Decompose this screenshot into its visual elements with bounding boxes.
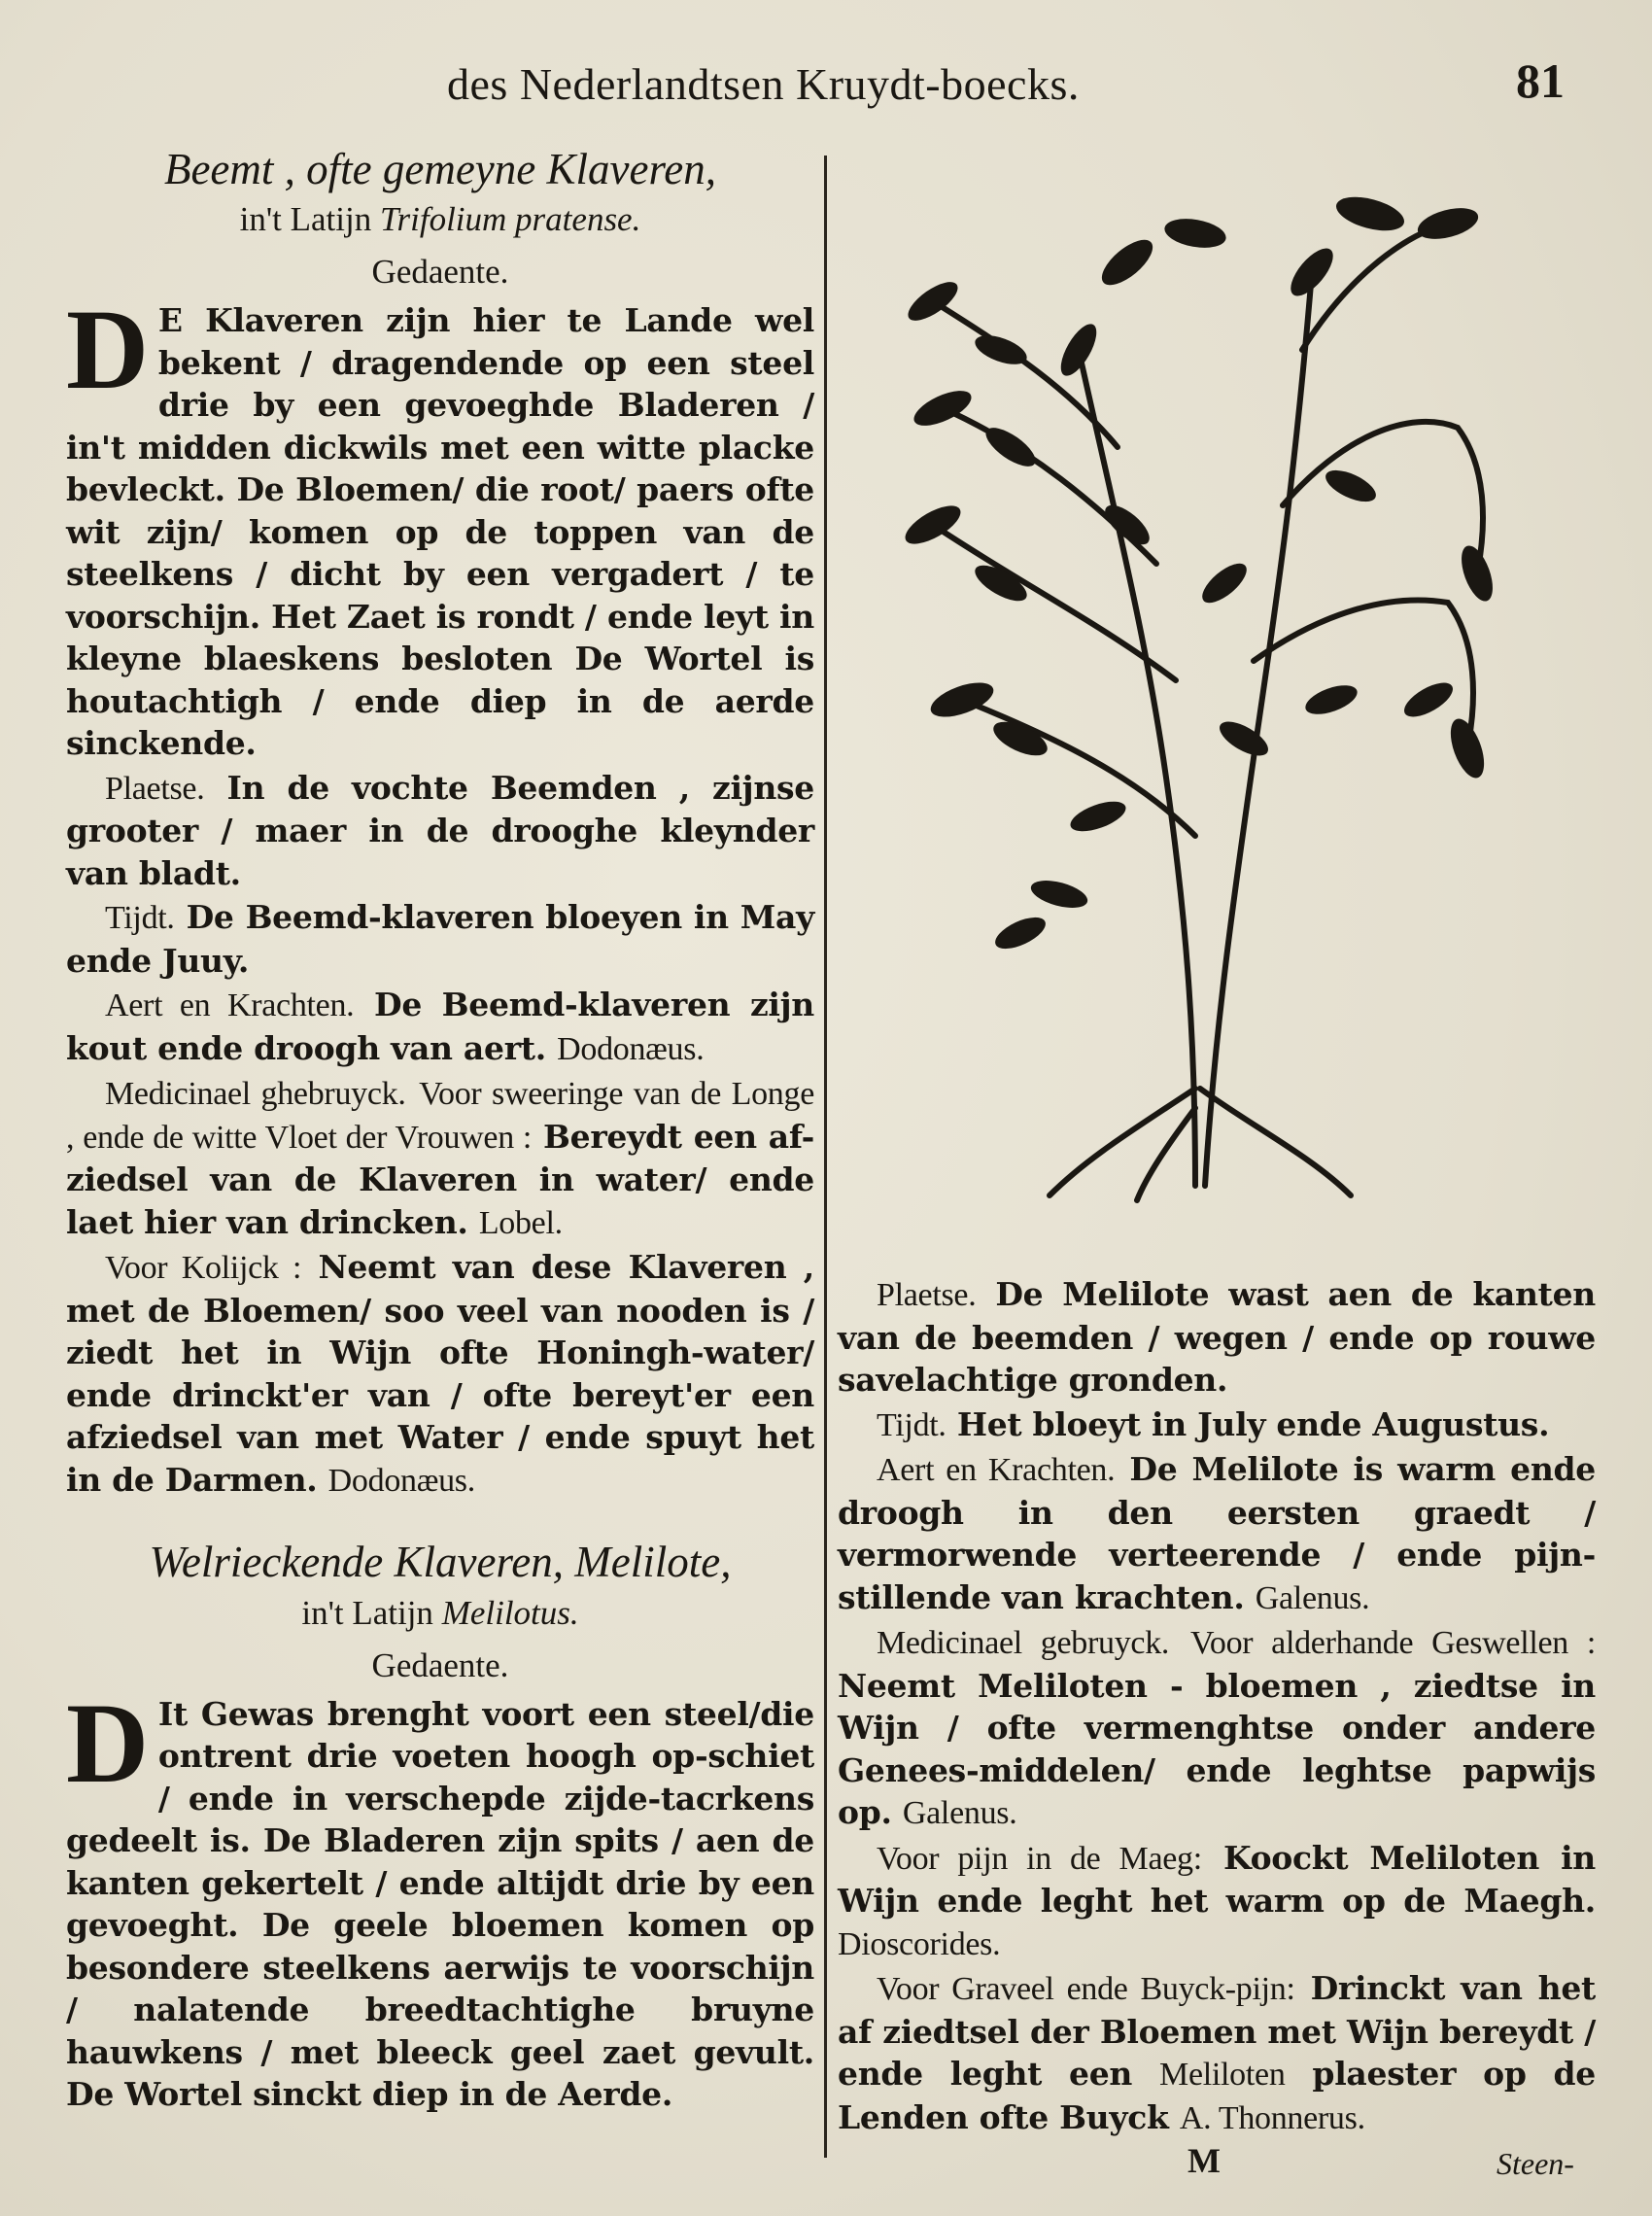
section-label: Tijdt. [877,1406,946,1443]
latin-name: Trifolium pratense. [379,200,641,239]
running-title: des Nederlandtsen Kruydt-boecks. [447,59,1080,109]
spacer [66,1504,814,1529]
latin-name-line [66,1594,814,1633]
entry-title-beemt: Beemt , ofte gemeyne Klaveren, [163,145,717,193]
section-label: Voor Graveel ende Buyck-pijn: [877,1971,1295,2007]
plant-branch [1283,422,1483,573]
paragraph-tijdt [66,896,814,982]
paragraph-graveel [838,1967,1596,2139]
page-header [0,53,1652,126]
page-number: 81 [1516,53,1565,108]
latin-name-line [66,200,814,239]
melilot-plant-woodcut [904,156,1506,1205]
paragraph-text-roman: Voor alderhande Geswellen : [1190,1625,1596,1661]
plant-root [1200,1089,1351,1195]
latin-prefix: in't Latijn [301,1593,433,1632]
paragraph-gedaente [66,286,814,765]
plant-leaves [904,190,1498,955]
author-reference: Galenus. [1255,1579,1370,1616]
latin-name: Melilotus. [441,1593,579,1632]
paragraph-gedaente [66,1679,814,2116]
paragraph-tijdt [838,1403,1596,1447]
section-label: Voor Kolijck : [105,1250,302,1287]
paragraph-plaetse [838,1273,1596,1402]
signature-mark: M [1187,2141,1221,2180]
section-label: Medicinael ghebruyck. [105,1076,406,1113]
paragraph-aert [838,1448,1596,1619]
paragraph-text: Koockt Meliloten in Wijn ende leght het warm op de Maegh. [838,1838,1596,1920]
section-label: Tijdt. [105,900,175,937]
author-reference: Dodonæus. [327,1462,475,1499]
drop-cap: D [66,1679,149,1807]
paragraph-text: Bereydt een af-ziedsel van de Klaveren in water/ ende laet hier van drincken. [66,1117,814,1241]
paragraph-maeg [838,1837,1596,1966]
section-label: Plaetse. [877,1277,977,1313]
paragraph-text-roman: Voor sweeringe van de Longe , ende de witte Vloet der Vrouwen : [66,1076,814,1156]
paragraph-text: De Beemd-klaveren zijn kout ende droogh van aert. [66,986,814,1067]
paragraph-plaetse [66,767,814,895]
author-reference: Galenus. [902,1795,1017,1831]
author-reference: A. Thonnerus. [1179,2099,1365,2136]
plant-stem [1079,350,1195,1186]
paragraph-text-roman: Meliloten [1159,2057,1286,2093]
subhead-gedaente: Gedaente. [371,1645,509,1684]
plant-branch [933,301,1118,447]
plant-branch [1254,601,1473,749]
paragraph-text: Neemt van dese Klaveren , met de Bloemen/ soo veel van nooden is / ziedt het in Wijn ofte Honingh-water/ ende drinckt'er van / ofte bereyt'er een afziedsel van met Water / ende spuyt het in de Darmen. [66,1248,814,1499]
section-label: Voor pijn in de Maeg: [877,1840,1202,1877]
subhead-gedaente: Gedaente. [371,253,509,292]
column-divider [824,156,827,2158]
plant-branch [1302,224,1448,350]
paragraph-text: In de vochte Beemden , zijnse grooter / maer in de drooghe kleynder van bladt. [66,768,814,892]
paragraph-medicinael [66,1072,814,1244]
paragraph-text: De Melilote is warm ende droogh in den eersten graedt / vermorwende verteerende / ende pijn-stillende van krachten. [838,1450,1596,1616]
paragraph-kolijck [66,1246,814,1502]
paragraph-aert [66,984,814,1070]
right-column [838,1273,1596,2141]
section-label: Plaetse. [105,770,205,807]
section-label: Medicinael gebruyck. [877,1625,1170,1661]
drop-cap: D [66,286,149,414]
catchword: Steen- [1497,2146,1574,2181]
left-column [66,136,814,2118]
author-reference: Dodonæus. [557,1030,705,1067]
paragraph-medicinael [838,1621,1596,1835]
paragraph-text: De Beemd-klaveren bloeyen in May ende Juuy. [66,898,814,980]
paragraph-text: Het bloeyt in July ende Augustus. [956,1404,1550,1443]
paragraph-text: Neemt Meliloten - bloemen , ziedtse in Wijn / ofte vermenghtse onder andere Genees-middelen/ ende leghtse papwijs op. [838,1666,1596,1831]
paragraph-text: De Melilote wast aen de kanten van de beemden / wegen / ende op rouwe savelachtige gronden. [838,1275,1596,1399]
author-reference: Lobel. [478,1204,563,1241]
entry-title-melilote: Welrieckende Klaveren, Melilote, [149,1538,732,1587]
paragraph-text: E Klaveren zijn hier te Lande wel bekent / dragendende op een steel drie by een gevoeghde Bladeren / in't midden dickwils met een witte placke bevleckt. De Bloemen/ die root/ paers ofte wit zijn/ komen op de toppen van de steelkens / dicht by een vergadert / te voorschijn. Het Zaet is rondt / ende leyt in kleyne blaeskens besloten De Wortel is houtachtigh / ende diep in de aerde sinckende. [66,301,814,763]
section-label: Aert en Krachten. [105,987,355,1024]
section-label: Aert en Krachten. [877,1452,1116,1488]
author-reference: Dioscorides. [838,1925,1001,1962]
paragraph-text: It Gewas brenght voort een steel/die ontrent drie voeten hoogh op-schiet / ende in verschepde zijde-tacrkens gedeelt is. De Bladeren zijn spits / aen de kanten gekertelt / ende altijdt drie by een gevoeght. De geele bloemen komen op besondere steelkens aerwijs te voorschijn / nalatende breedtachtighe bruyne hauwkens / met bleeck geel zaet gevult. De Wortel sinckt diep in de Aerde. [66,1694,814,2113]
paragraph-text: plaester op de Lenden ofte Buyck [838,2055,1596,2136]
latin-prefix: in't Latijn [239,200,372,239]
paragraph-text: Drinckt van het af ziedtsel der Bloemen met Wijn bereydt / ende leght een [838,1969,1596,2093]
